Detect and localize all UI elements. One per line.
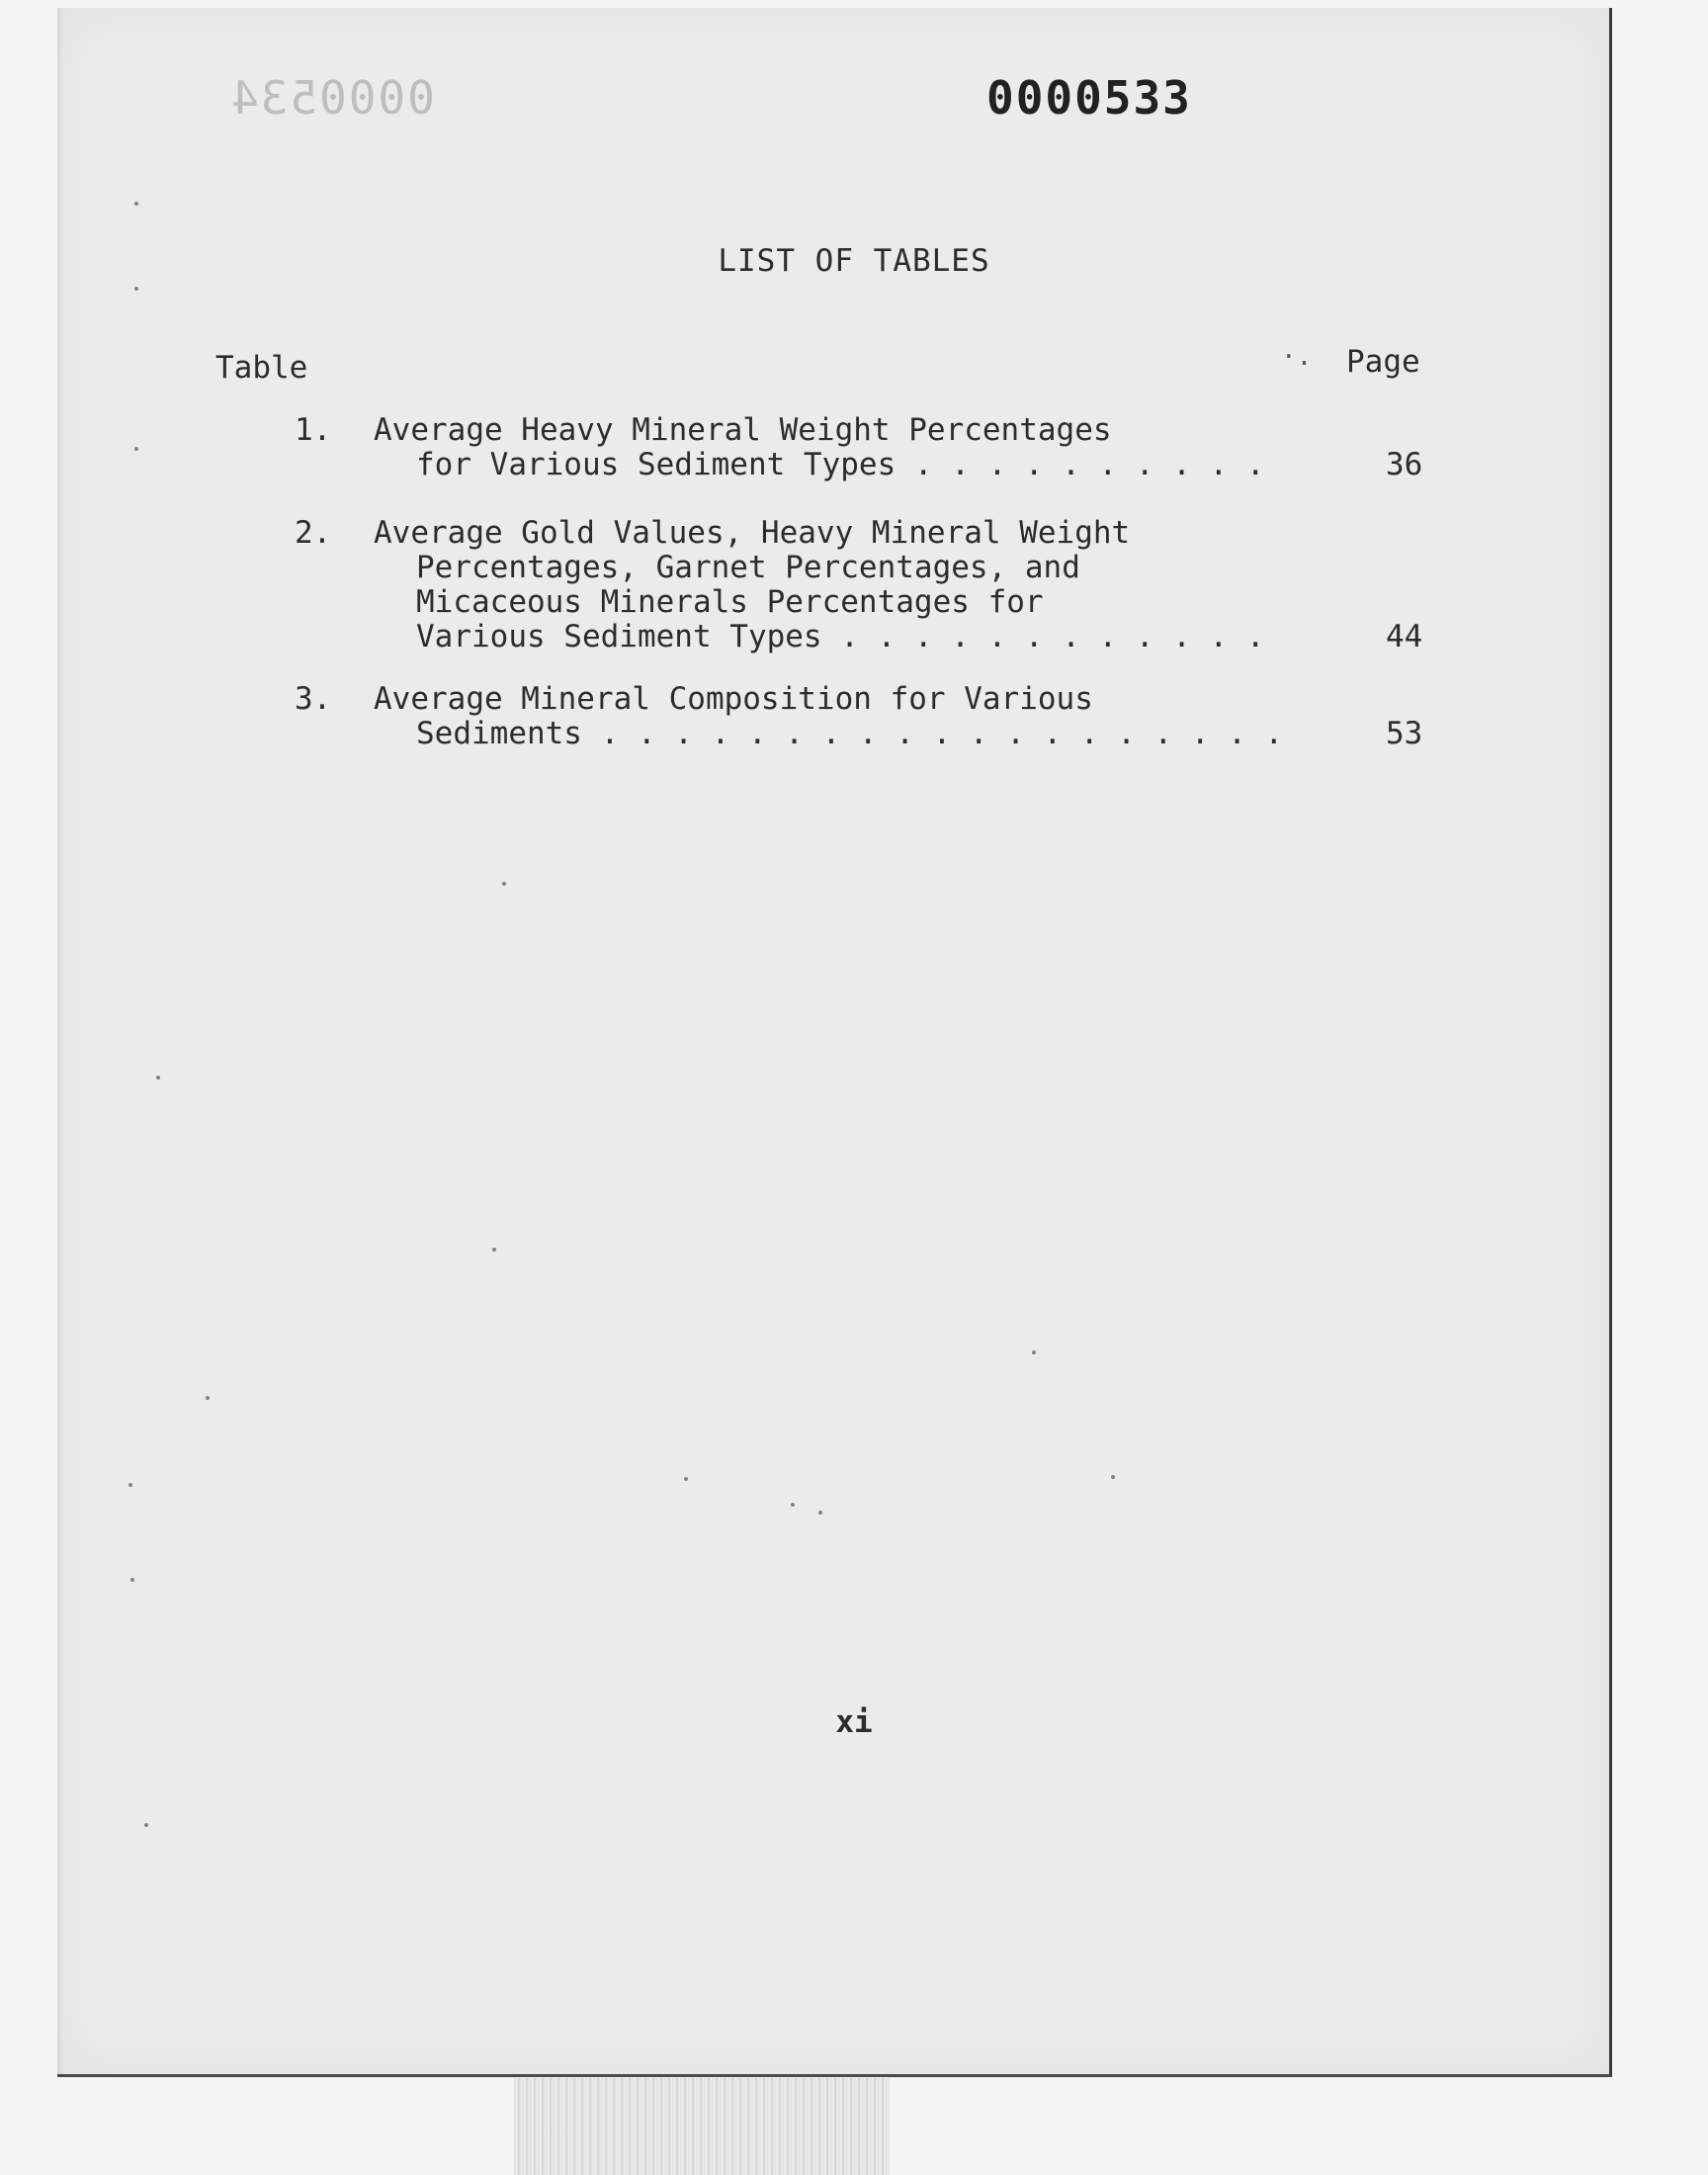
scan-speck <box>128 1483 132 1487</box>
entry-title-line: Average Gold Values, Heavy Mineral Weight <box>374 515 1131 551</box>
sheet-edge-shadow <box>57 8 63 2074</box>
entry-title-line: for Various Sediment Types . . . . . . . . . . <box>416 447 1265 482</box>
entry-page: 53 <box>1386 716 1423 751</box>
scan-speck <box>144 1823 148 1827</box>
scan-speck <box>1111 1475 1115 1479</box>
column-header-table: Table <box>215 350 308 386</box>
entry-number: 1. <box>295 412 332 448</box>
scan-speck <box>134 447 138 451</box>
scan-speck <box>156 1076 160 1080</box>
entry-title-line: Average Heavy Mineral Weight Percentages <box>374 412 1112 448</box>
scan-speck <box>134 287 138 291</box>
stray-mark: ·. <box>1281 342 1313 372</box>
entry-title-line: Micaceous Minerals Percentages for <box>416 584 1044 620</box>
column-header-page: Page <box>1346 344 1420 380</box>
bates-stamp-ghost: 0000534 <box>229 71 435 125</box>
scan-speck <box>206 1396 210 1400</box>
entry-title-line: Various Sediment Types . . . . . . . . . . . . <box>416 619 1265 654</box>
entry-title-line: Percentages, Garnet Percentages, and <box>416 550 1080 585</box>
document-sheet <box>57 8 1612 2077</box>
scan-speck <box>502 882 506 886</box>
scan-speck <box>134 202 138 206</box>
entry-number: 3. <box>295 681 332 717</box>
scan-speck <box>818 1511 822 1515</box>
page-number: xi <box>835 1704 873 1740</box>
scan-speck <box>130 1578 134 1582</box>
scan-speck <box>1032 1350 1036 1354</box>
entry-title-line: Sediments . . . . . . . . . . . . . . . . . . . <box>416 716 1284 751</box>
entry-page: 44 <box>1386 619 1423 654</box>
entry-title-line: Average Mineral Composition for Various <box>374 681 1093 717</box>
scan-speck <box>684 1477 688 1481</box>
scan-speck <box>492 1248 496 1252</box>
bates-stamp: 0000533 <box>986 71 1192 125</box>
scanner-fringe <box>514 2078 890 2175</box>
entry-page: 36 <box>1386 447 1423 482</box>
page-title: LIST OF TABLES <box>718 243 990 279</box>
scan-speck <box>791 1503 795 1507</box>
entry-number: 2. <box>295 515 332 551</box>
